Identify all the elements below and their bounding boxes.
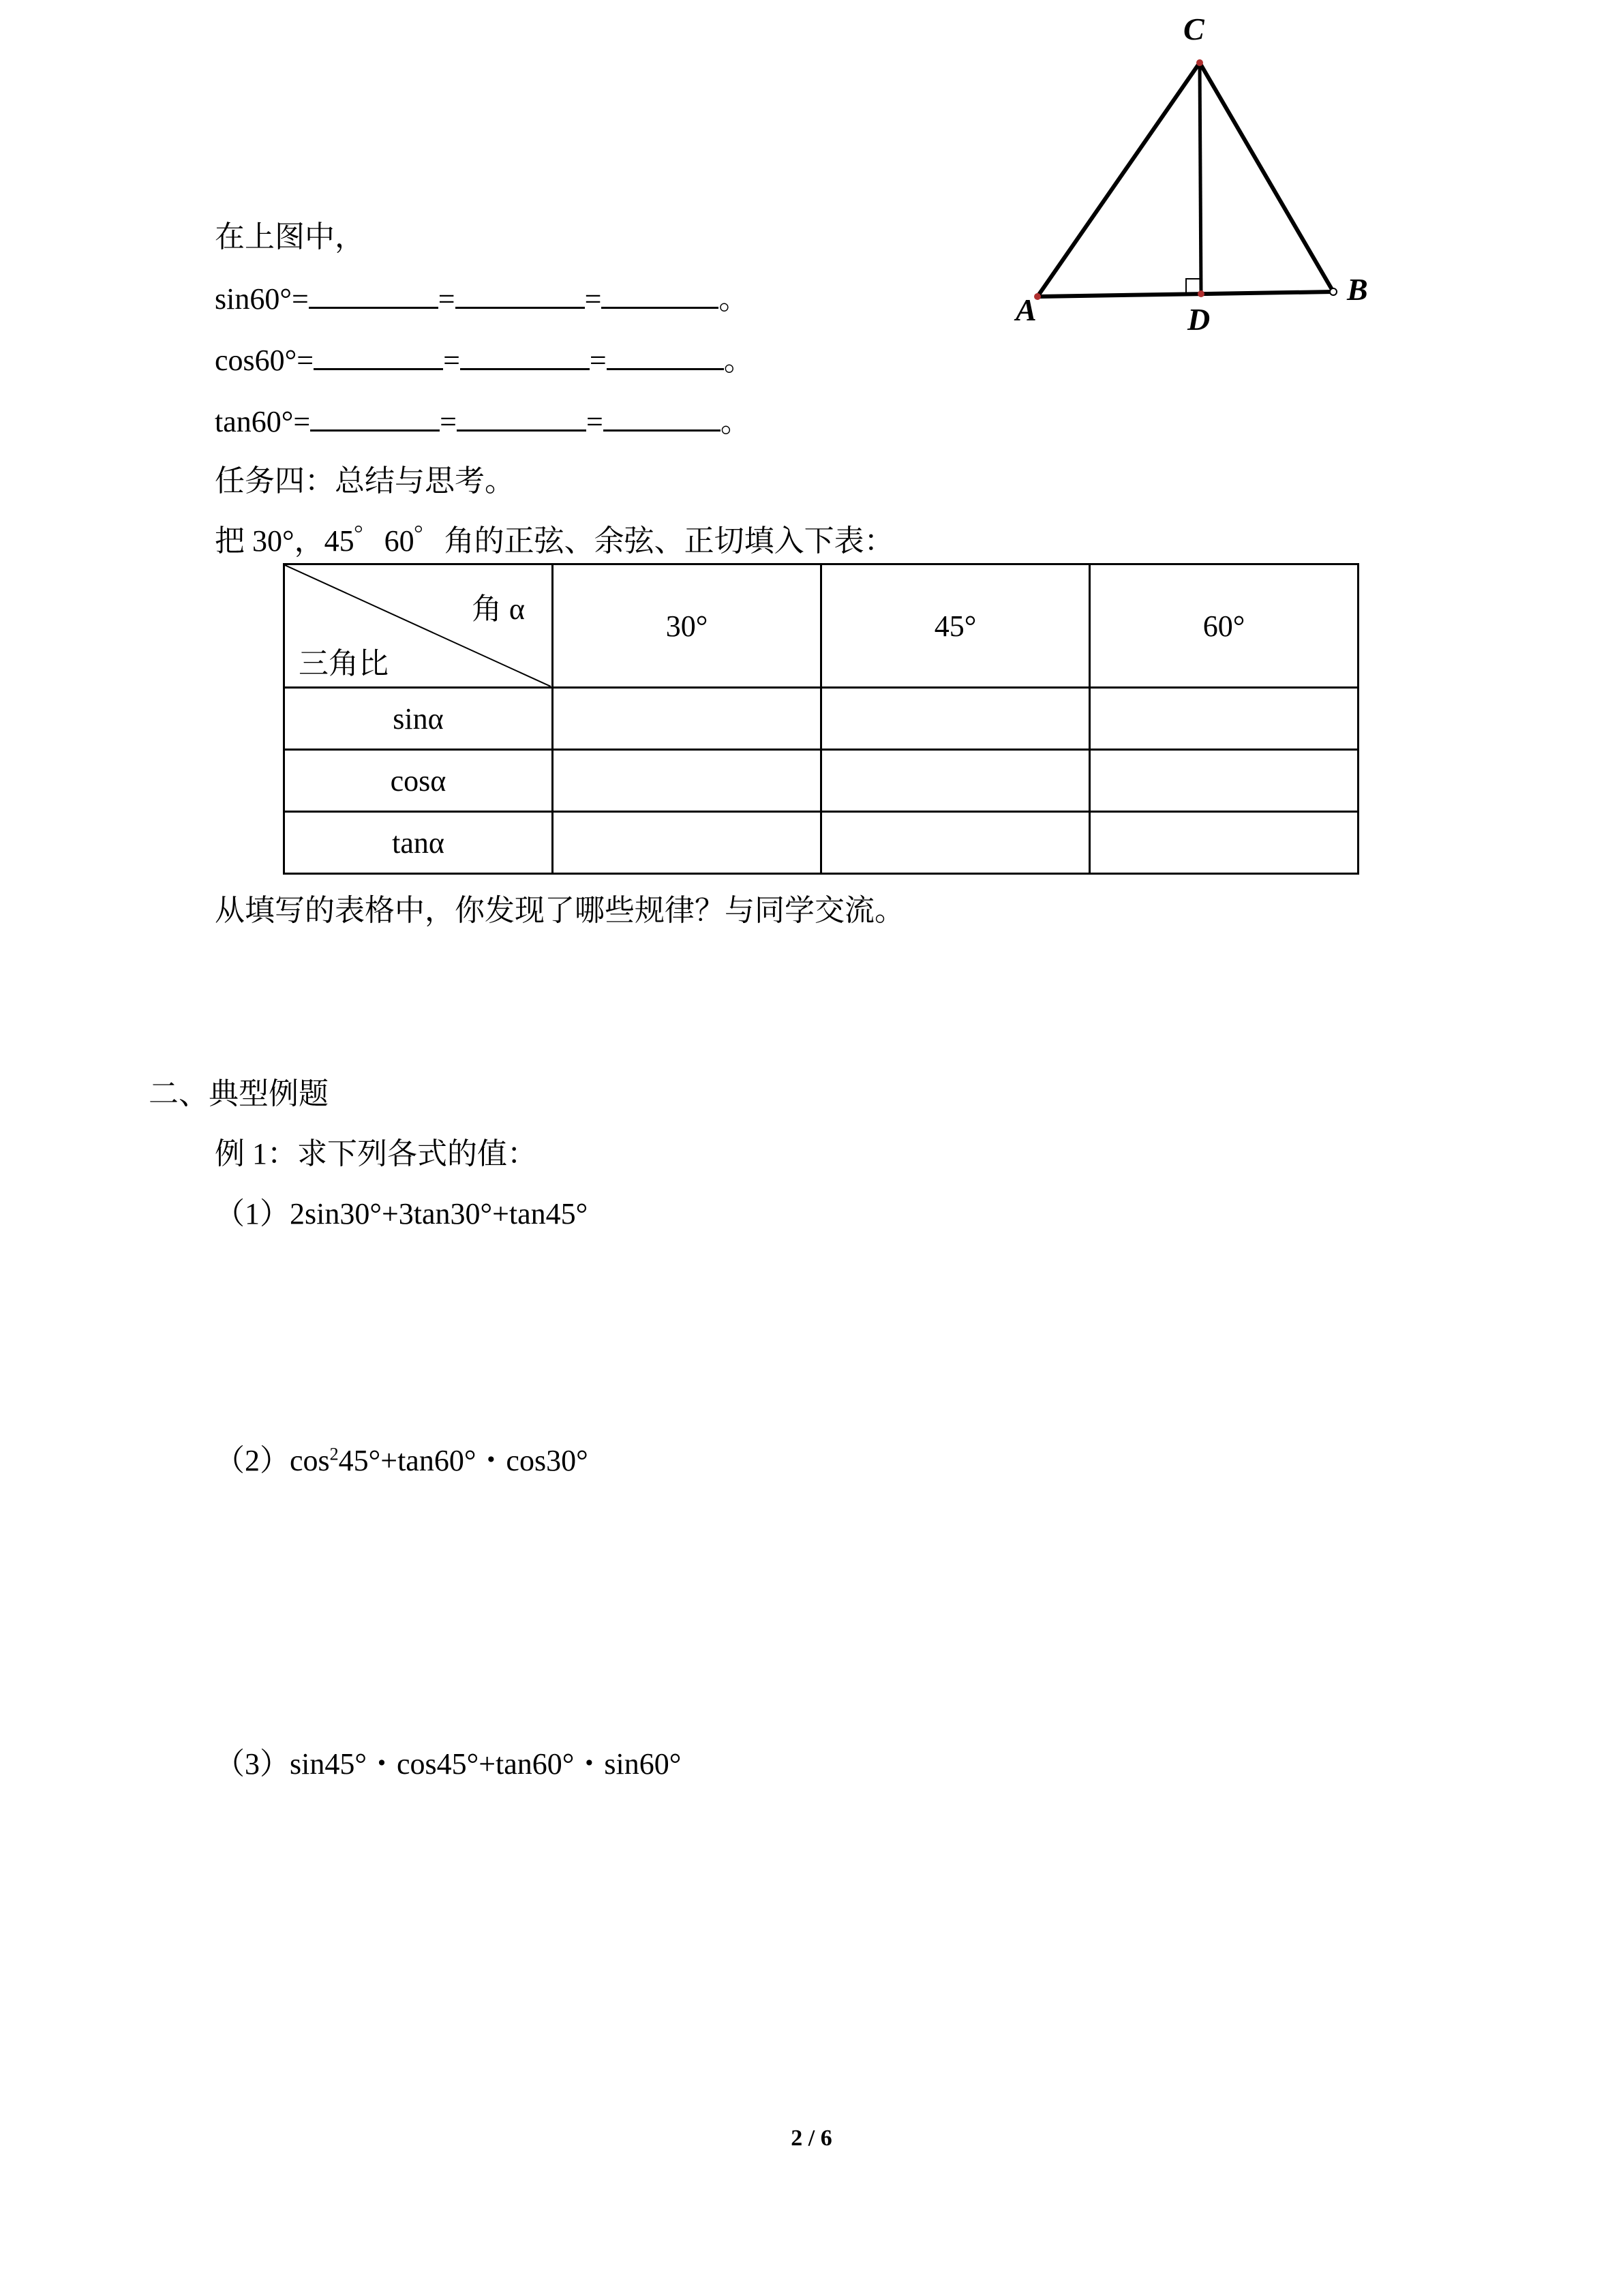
trig-table bbox=[283, 563, 1359, 875]
eq-sign: = bbox=[440, 405, 457, 438]
eq-sign: = bbox=[584, 282, 602, 316]
altitude-cd bbox=[1200, 63, 1201, 294]
corner-ratio-label: 三角比 bbox=[299, 647, 389, 680]
point-c bbox=[1196, 59, 1203, 66]
table-cell[interactable] bbox=[1090, 750, 1359, 812]
section2-title: 二、典型例题 bbox=[149, 1077, 329, 1111]
tan60-equation bbox=[215, 402, 750, 441]
tan60-blank-3[interactable] bbox=[603, 402, 721, 432]
side-cb bbox=[1200, 63, 1333, 292]
problem-1: （1）2sin30°+3tan30°+tan45° bbox=[215, 1197, 588, 1230]
table-cell[interactable] bbox=[821, 688, 1090, 750]
table-cell[interactable] bbox=[553, 812, 821, 874]
sin60-equation bbox=[215, 280, 748, 318]
row-header: sinα bbox=[284, 688, 553, 750]
eq-sign: = bbox=[589, 344, 607, 377]
problem-2-pre: （2）cos bbox=[215, 1444, 330, 1477]
label-d: D bbox=[1187, 302, 1211, 337]
corner-cell bbox=[284, 564, 553, 688]
task4-title: 任务四：总结与思考。 bbox=[215, 464, 515, 498]
side-ac bbox=[1037, 63, 1200, 297]
eq-sign: = bbox=[586, 405, 603, 438]
problem-2-post: 45°+tan60°・cos30° bbox=[338, 1444, 588, 1477]
cos60-equation bbox=[215, 341, 754, 380]
sin60-blank-3[interactable] bbox=[601, 280, 718, 309]
row-header: tanα bbox=[284, 812, 553, 874]
table-header-row bbox=[284, 564, 1359, 688]
intro-text: 在上图中， bbox=[215, 220, 365, 254]
cos60-blank-2[interactable] bbox=[460, 341, 590, 370]
point-b bbox=[1330, 288, 1337, 295]
label-b: B bbox=[1347, 272, 1368, 307]
table-cell[interactable] bbox=[821, 812, 1090, 874]
sin60-blank-1[interactable] bbox=[309, 280, 438, 309]
table-cell[interactable] bbox=[1090, 688, 1359, 750]
eq-sign: = bbox=[438, 282, 455, 316]
label-a: A bbox=[1016, 292, 1037, 327]
cos60-blank-3[interactable] bbox=[607, 341, 724, 370]
triangle-diagram bbox=[1016, 7, 1384, 348]
corner-angle-label: 角 α bbox=[471, 592, 525, 626]
tan60-blank-1[interactable] bbox=[310, 402, 440, 432]
problem-3: （3）sin45°・cos45°+tan60°・sin60° bbox=[215, 1747, 682, 1781]
period: 。 bbox=[718, 282, 749, 316]
column-header: 60° bbox=[1090, 564, 1359, 688]
table-cell[interactable] bbox=[553, 688, 821, 750]
problem-2-exponent: 2 bbox=[329, 1444, 339, 1464]
eq-sign: = bbox=[443, 344, 460, 377]
problem-2 bbox=[215, 1442, 588, 1480]
table-row bbox=[284, 812, 1359, 874]
tan60-lhs: tan60°= bbox=[215, 405, 311, 438]
table-cell[interactable] bbox=[821, 750, 1090, 812]
table-cell[interactable] bbox=[553, 750, 821, 812]
page-number: 2 / 6 bbox=[791, 2126, 832, 2151]
label-c: C bbox=[1183, 12, 1204, 46]
point-d bbox=[1198, 290, 1204, 297]
row-header: cosα bbox=[284, 750, 553, 812]
tan60-blank-2[interactable] bbox=[457, 402, 586, 432]
period: 。 bbox=[723, 344, 754, 377]
table-row bbox=[284, 750, 1359, 812]
cos60-lhs: cos60°= bbox=[215, 344, 314, 377]
table-cell[interactable] bbox=[1090, 812, 1359, 874]
period: 。 bbox=[720, 405, 750, 438]
sin60-lhs: sin60°= bbox=[215, 282, 309, 316]
example1-title: 例 1：求下列各式的值： bbox=[215, 1137, 537, 1170]
cos60-blank-1[interactable] bbox=[314, 341, 443, 370]
table-intro: 把 30°，45゜60゜角的正弦、余弦、正切填入下表： bbox=[215, 524, 894, 558]
column-header: 30° bbox=[553, 564, 821, 688]
reflection-prompt: 从填写的表格中，你发现了哪些规律？与同学交流。 bbox=[215, 894, 905, 927]
sin60-blank-2[interactable] bbox=[455, 280, 585, 309]
triangle-figure bbox=[1016, 7, 1384, 348]
column-header: 45° bbox=[821, 564, 1090, 688]
table-row bbox=[284, 688, 1359, 750]
